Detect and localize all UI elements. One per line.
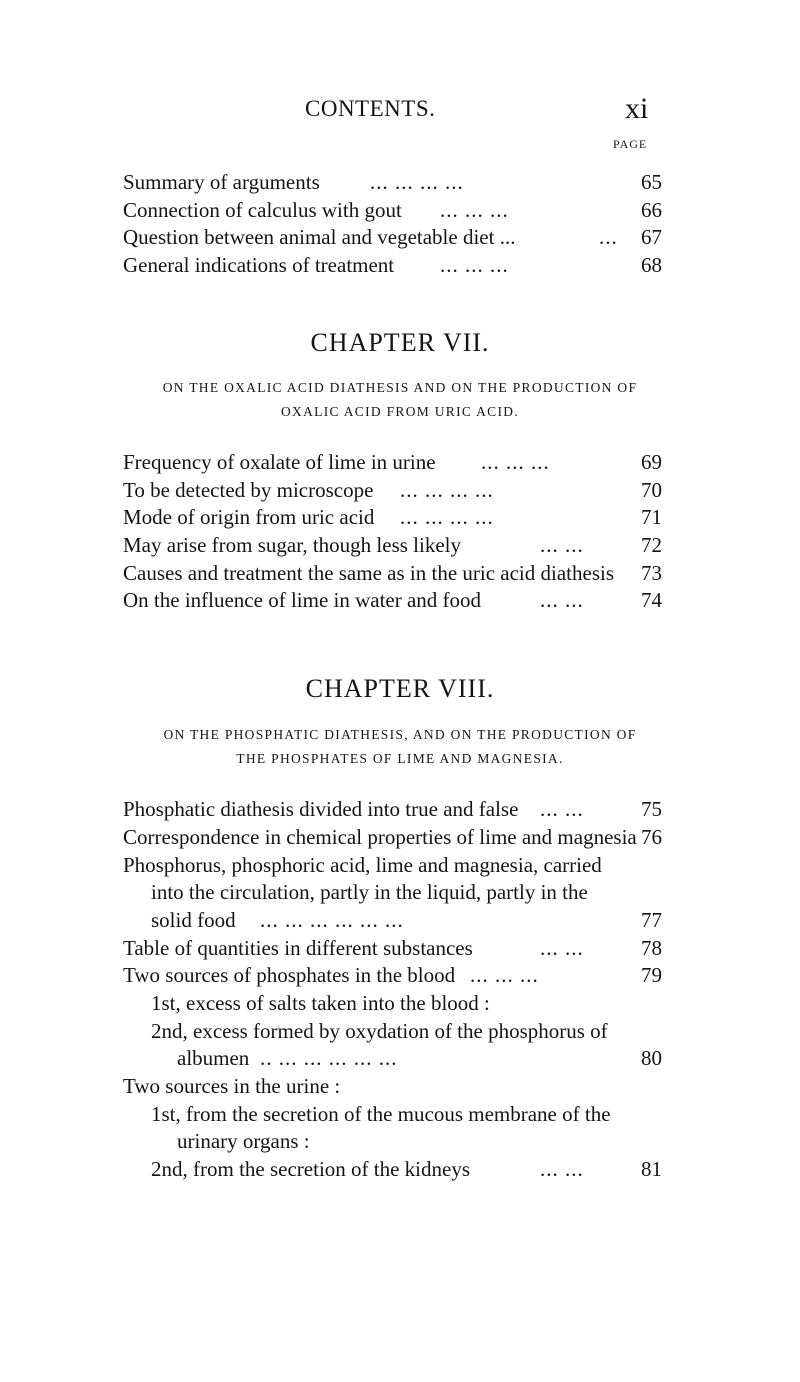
running-head-title: CONTENTS. xyxy=(305,96,436,121)
toc-entry-text: Correspondence in chemical properties of lime and magnesia xyxy=(123,825,637,849)
chapter-subtitle-line: OXALIC ACID FROM URIC ACID. xyxy=(281,404,519,419)
toc-entry-page: 71 xyxy=(641,505,662,529)
page-number: xi xyxy=(625,92,649,125)
chapter-subtitle-line: THE PHOSPHATES OF LIME AND MAGNESIA. xyxy=(236,751,564,766)
toc-leader-dots: ... ... ... xyxy=(470,963,539,987)
toc-entry-text: albumen xyxy=(177,1046,250,1070)
toc-entry xyxy=(0,853,800,879)
chapter-heading: CHAPTER VIII. xyxy=(305,674,495,703)
toc-entry-continuation xyxy=(0,1046,800,1072)
toc-entry-page: 69 xyxy=(641,450,662,474)
toc-entry xyxy=(0,505,800,531)
toc-entry-page: 66 xyxy=(641,198,662,222)
toc-entry-text: Two sources in the urine : xyxy=(123,1074,341,1098)
toc-entry xyxy=(0,478,800,504)
toc-entry xyxy=(0,825,800,851)
chapter-subtitle-line: ON THE PHOSPHATIC DIATHESIS, AND ON THE PRODUCTION OF xyxy=(163,727,637,742)
toc-entry xyxy=(0,198,800,224)
toc-entry xyxy=(0,797,800,823)
toc-entry-page: 75 xyxy=(641,797,662,821)
toc-entry-text: 1st, excess of salts taken into the blood : xyxy=(151,991,490,1015)
toc-entry xyxy=(0,170,800,196)
toc-entry-subitem xyxy=(0,1157,800,1183)
toc-leader-dots: ... ... xyxy=(540,533,584,557)
toc-entry-text: Mode of origin from uric acid xyxy=(123,505,375,529)
toc-entry-page: 79 xyxy=(641,963,662,987)
toc-entry-page: 74 xyxy=(641,588,662,612)
toc-leader-dots: ... ... ... ... xyxy=(400,505,494,529)
toc-entry-page: 68 xyxy=(641,253,662,277)
toc-leader-dots: ... ... ... ... ... ... xyxy=(260,908,404,932)
toc-entry-text: 1st, from the secretion of the mucous membrane of the xyxy=(151,1102,611,1126)
toc-entry-text: Causes and treatment the same as in the uric acid diathesis xyxy=(123,561,615,585)
toc-entry xyxy=(0,1074,800,1100)
toc-entry-subitem xyxy=(0,991,800,1017)
toc-leader-dots: ... ... xyxy=(540,797,584,821)
toc-entry-page: 73 xyxy=(641,561,662,585)
toc-entry xyxy=(0,963,800,989)
toc-leader-dots: ... ... ... xyxy=(481,450,550,474)
toc-entry-page: 81 xyxy=(641,1157,662,1181)
toc-entry-text: Question between animal and vegetable diet ... xyxy=(123,225,516,249)
toc-entry-text: General indications of treatment xyxy=(123,253,395,277)
toc-entry xyxy=(0,533,800,559)
toc-entry-page: 65 xyxy=(641,170,662,194)
toc-leader-dots: ... ... ... ... xyxy=(400,478,494,502)
toc-entry-text: 2nd, from the secretion of the kidneys xyxy=(151,1157,470,1181)
toc-entry-page: 78 xyxy=(641,936,662,960)
page-column-label: PAGE xyxy=(613,137,648,151)
toc-entry-page: 72 xyxy=(641,533,662,557)
toc-entry-page: 77 xyxy=(641,908,662,932)
toc-entry-continuation xyxy=(0,908,800,934)
toc-entry-page: 70 xyxy=(641,478,662,502)
toc-entry-page: 80 xyxy=(641,1046,662,1070)
toc-entry-text: urinary organs : xyxy=(177,1129,310,1153)
chapter-heading: CHAPTER VII. xyxy=(310,328,490,357)
toc-entry-text: solid food xyxy=(151,908,236,932)
toc-entry xyxy=(0,936,800,962)
chapter-subtitle-line: ON THE OXALIC ACID DIATHESIS AND ON THE PRODUCTION OF xyxy=(162,380,638,395)
toc-entry-text: May arise from sugar, though less likely xyxy=(123,533,462,557)
toc-entry-page: 76 xyxy=(641,825,662,849)
toc-entry-text: Frequency of oxalate of lime in urine xyxy=(123,450,436,474)
toc-entry-text: On the influence of lime in water and food xyxy=(123,588,482,612)
toc-leader-dots: ... ... xyxy=(540,936,584,960)
toc-entry-text: To be detected by microscope xyxy=(123,478,374,502)
toc-entry-text: Phosphatic diathesis divided into true and false xyxy=(123,797,519,821)
toc-leader-dots: .. ... ... ... ... ... xyxy=(260,1046,398,1070)
toc-leader-dots: ... ... ... xyxy=(440,253,509,277)
toc-leader-dots: ... ... ... xyxy=(440,198,509,222)
toc-entry-text: 2nd, excess formed by oxydation of the phosphorus of xyxy=(151,1019,608,1043)
toc-entry xyxy=(0,450,800,476)
toc-entry-text: Connection of calculus with gout xyxy=(123,198,402,222)
toc-entry-continuation xyxy=(0,1129,800,1155)
toc-entry-text: Phosphorus, phosphoric acid, lime and magnesia, carried xyxy=(123,853,602,877)
toc-entry xyxy=(0,225,800,251)
toc-entry-text: Table of quantities in different substances xyxy=(123,936,473,960)
toc-leader-dots: ... xyxy=(599,225,618,249)
toc-leader-dots: ... ... ... ... xyxy=(370,170,464,194)
toc-entry xyxy=(0,588,800,614)
toc-entry-subitem xyxy=(0,1102,800,1128)
toc-entry xyxy=(0,561,800,587)
toc-entry xyxy=(0,253,800,279)
toc-entry-continuation xyxy=(0,880,800,906)
toc-entry-text: into the circulation, partly in the liquid, partly in the xyxy=(151,880,588,904)
toc-entry-page: 67 xyxy=(641,225,662,249)
toc-leader-dots: ... ... xyxy=(540,588,584,612)
toc-entry-text: Two sources of phosphates in the blood xyxy=(123,963,456,987)
toc-entry-subitem xyxy=(0,1019,800,1045)
toc-leader-dots: ... ... xyxy=(540,1157,584,1181)
toc-entry-text: Summary of arguments xyxy=(123,170,320,194)
